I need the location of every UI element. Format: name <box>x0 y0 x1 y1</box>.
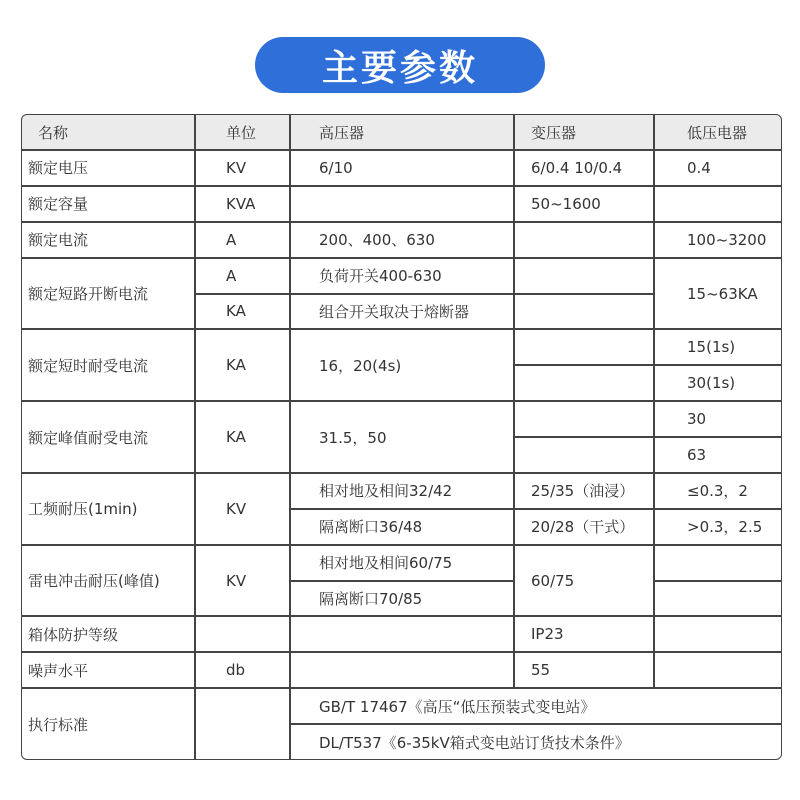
row-hv: 6/10 <box>291 151 513 185</box>
row-unit: KA <box>196 330 289 400</box>
row-unit: KV <box>196 151 289 185</box>
row-lv: 30 <box>655 402 781 436</box>
empty-cell <box>515 438 653 472</box>
row-name: 执行标准 <box>22 689 194 759</box>
row-name: 额定短路开断电流 <box>22 259 194 329</box>
row-hv: 负荷开关400-630 <box>291 259 513 293</box>
row-name: 额定电压 <box>22 151 194 185</box>
empty-cell <box>291 187 513 221</box>
empty-cell <box>655 546 781 580</box>
row-transformer: 50~1600 <box>515 187 653 221</box>
row-name: 雷电冲击耐压(峰值) <box>22 546 194 616</box>
row-hv: 隔离断口70/85 <box>291 582 513 616</box>
row-lv: 63 <box>655 438 781 472</box>
row-unit: KV <box>196 546 289 616</box>
row-unit: db <box>196 653 289 687</box>
row-lv: 15(1s) <box>655 330 781 364</box>
row-hv: 31.5，50 <box>291 402 513 472</box>
empty-cell <box>655 617 781 651</box>
empty-cell <box>196 617 289 651</box>
empty-cell <box>291 653 513 687</box>
standard-text: GB/T 17467《高压“低压预装式变电站》 <box>291 689 781 723</box>
header-lv: 低压电器 <box>655 115 781 149</box>
page-title: 主要参数 <box>255 37 545 93</box>
header-hv: 高压器 <box>291 115 513 149</box>
empty-cell <box>291 617 513 651</box>
row-lv: >0.3，2.5 <box>655 510 781 544</box>
empty-cell <box>515 295 653 329</box>
row-hv: 相对地及相间32/42 <box>291 474 513 508</box>
row-name: 额定电流 <box>22 223 194 257</box>
standard-text: DL/T537《6-35kV箱式变电站订货技术条件》 <box>291 725 781 759</box>
row-lv: 0.4 <box>655 151 781 185</box>
row-name: 工频耐压(1min) <box>22 474 194 544</box>
row-unit: KVA <box>196 187 289 221</box>
spec-table <box>21 114 782 760</box>
row-transformer: 55 <box>515 653 653 687</box>
row-transformer: IP23 <box>515 617 653 651</box>
row-hv: 隔离断口36/48 <box>291 510 513 544</box>
empty-cell <box>655 653 781 687</box>
row-unit: KV <box>196 474 289 544</box>
row-unit: A <box>196 223 289 257</box>
empty-cell <box>515 330 653 364</box>
row-name: 箱体防护等级 <box>22 617 194 651</box>
header-transformer: 变压器 <box>515 115 653 149</box>
row-name: 额定短时耐受电流 <box>22 330 194 400</box>
row-name: 噪声水平 <box>22 653 194 687</box>
row-transformer: 6/0.4 10/0.4 <box>515 151 653 185</box>
empty-cell <box>655 582 781 616</box>
row-transformer: 25/35（油浸） <box>515 474 653 508</box>
header-unit: 单位 <box>196 115 289 149</box>
empty-cell <box>515 366 653 400</box>
row-transformer: 20/28（干式） <box>515 510 653 544</box>
row-unit: KA <box>196 295 289 329</box>
empty-cell <box>515 259 653 293</box>
empty-cell <box>655 187 781 221</box>
row-lv: ≤0.3，2 <box>655 474 781 508</box>
row-lv: 30(1s) <box>655 366 781 400</box>
row-hv: 相对地及相间60/75 <box>291 546 513 580</box>
empty-cell <box>196 689 289 759</box>
header-name: 名称 <box>22 115 194 149</box>
row-hv: 200、400、630 <box>291 223 513 257</box>
row-lv: 15~63KA <box>655 259 781 329</box>
row-lv: 100~3200 <box>655 223 781 257</box>
empty-cell <box>515 223 653 257</box>
row-hv: 16，20(4s) <box>291 330 513 400</box>
row-name: 额定容量 <box>22 187 194 221</box>
row-unit: KA <box>196 402 289 472</box>
row-unit: A <box>196 259 289 293</box>
row-transformer: 60/75 <box>515 546 653 616</box>
empty-cell <box>515 402 653 436</box>
row-name: 额定峰值耐受电流 <box>22 402 194 472</box>
row-hv: 组合开关取决于熔断器 <box>291 295 513 329</box>
